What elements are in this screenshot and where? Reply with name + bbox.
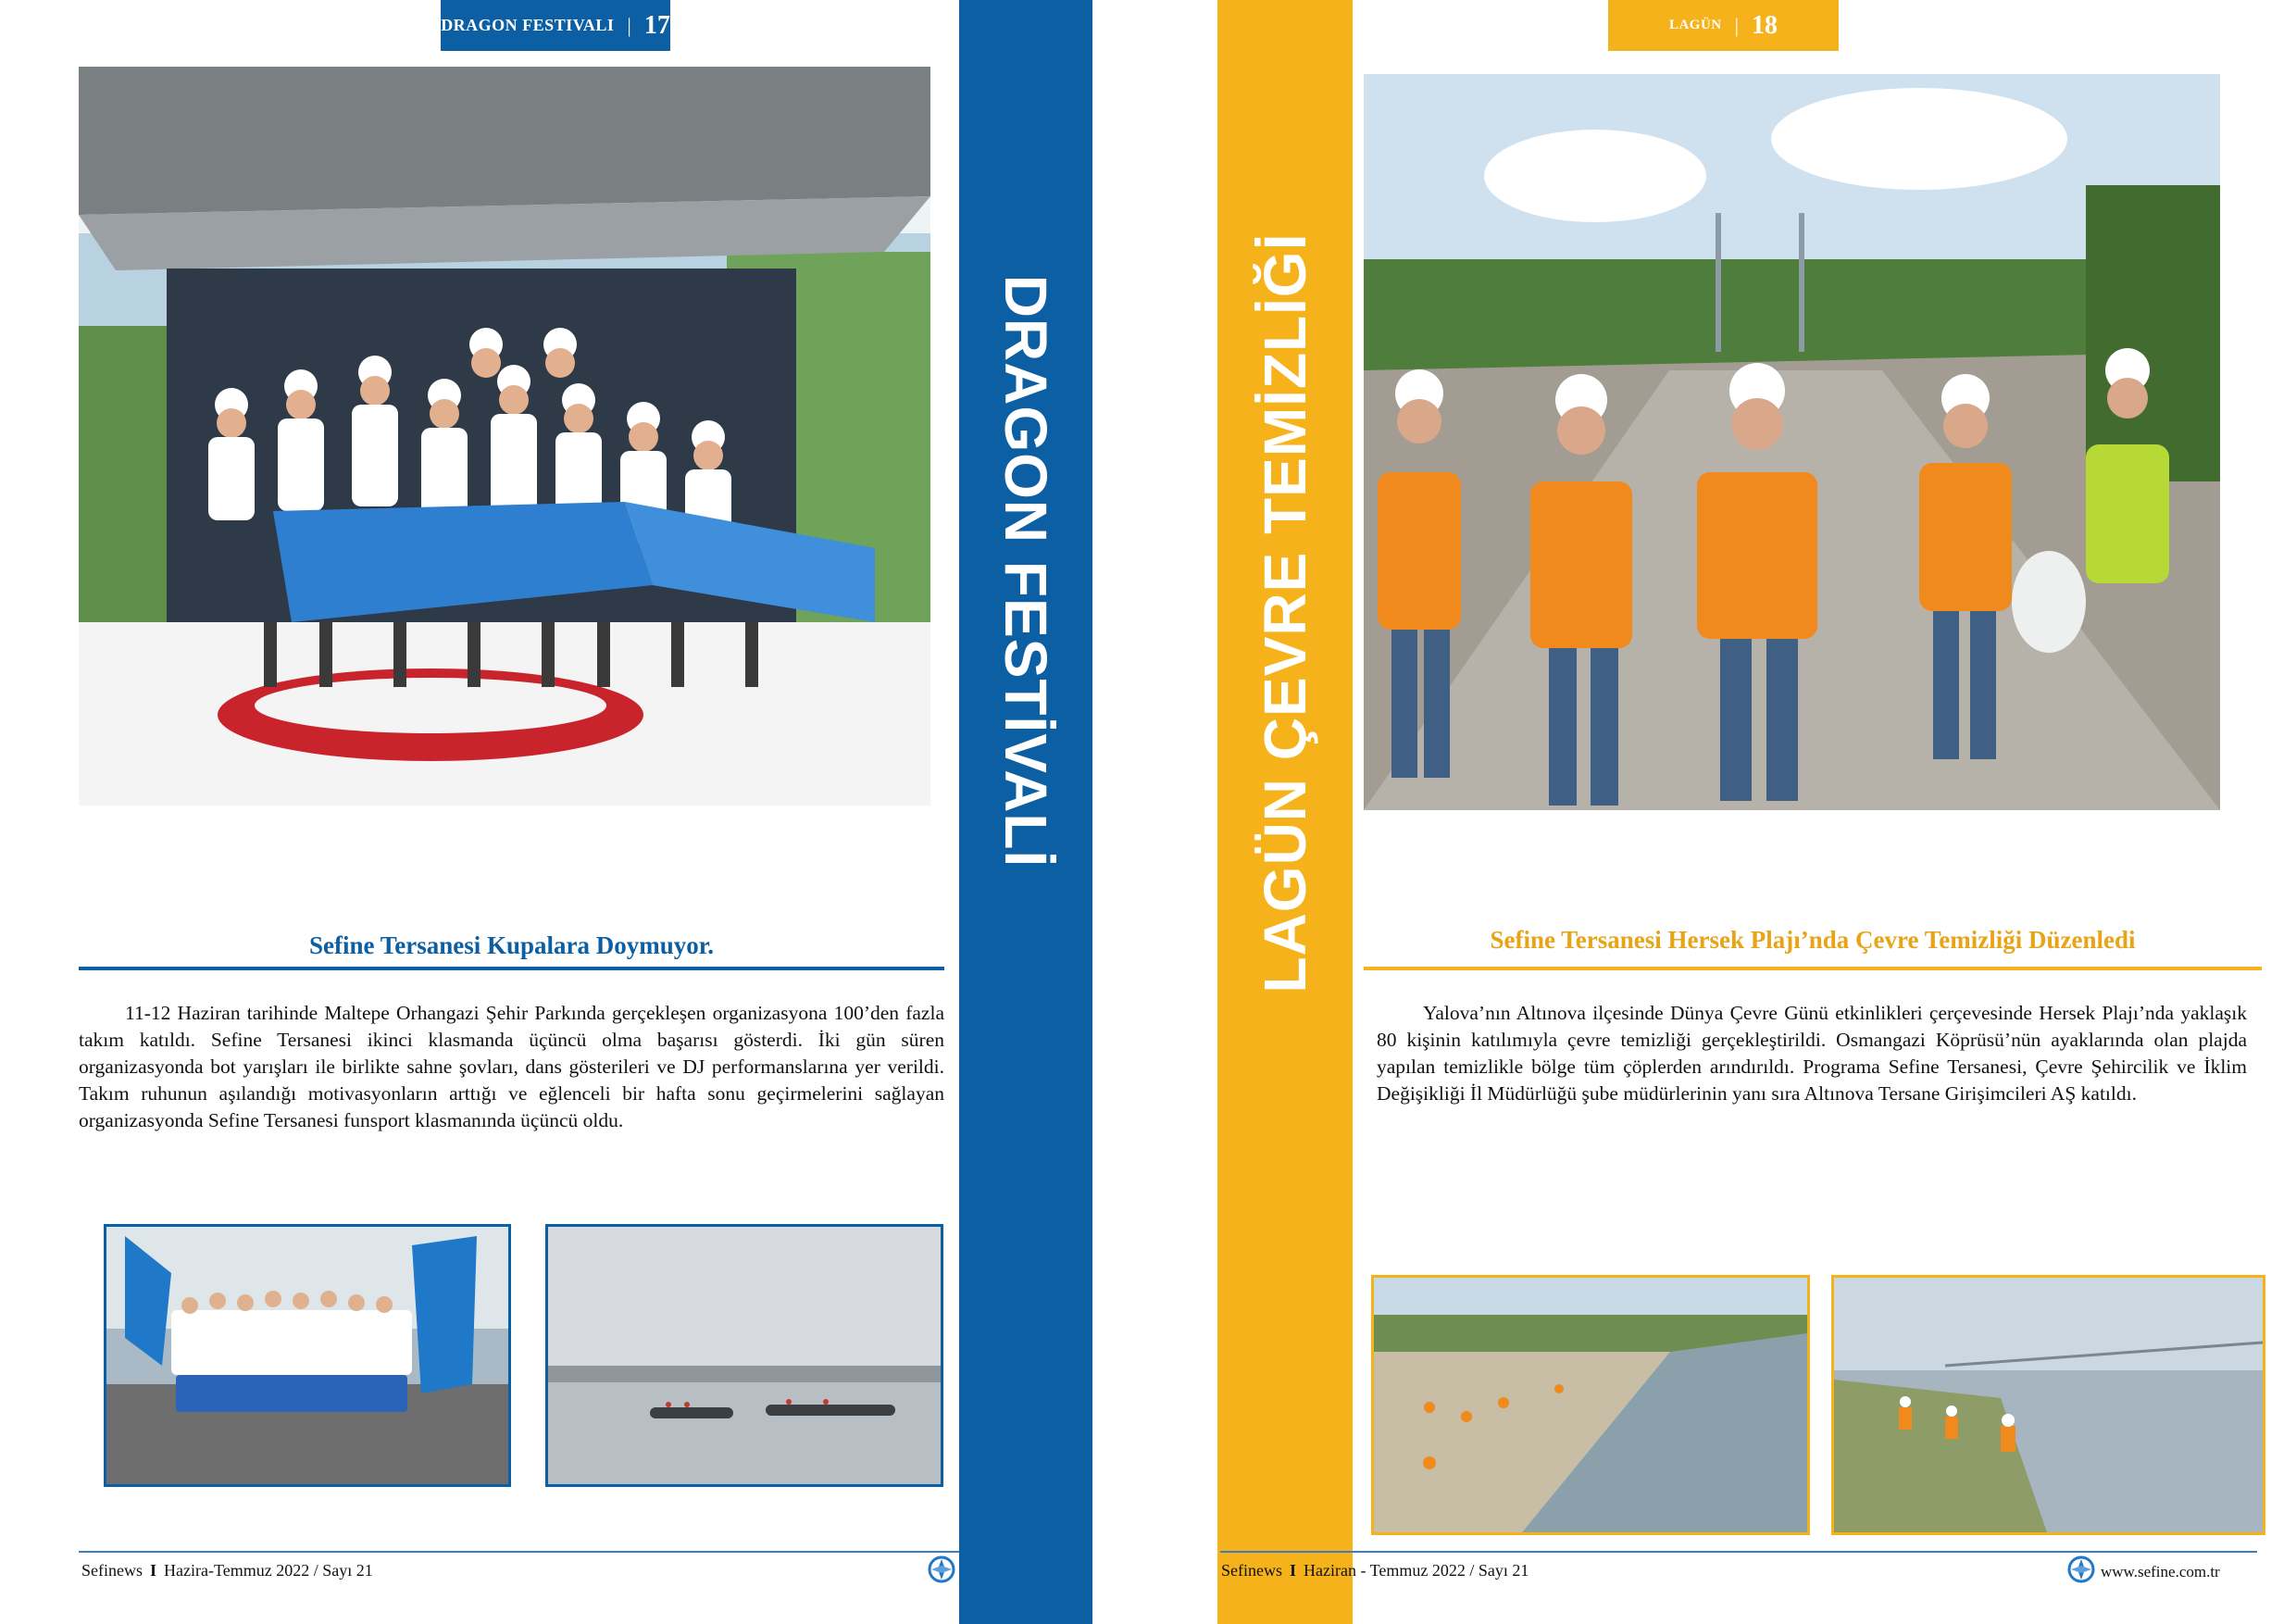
left-footer-issue: Hazira-Temmuz 2022 / Sayı 21 xyxy=(164,1561,373,1580)
right-page-tag xyxy=(1608,0,1839,51)
right-footer xyxy=(1221,1561,1529,1580)
team-photo-flags xyxy=(104,1224,511,1487)
right-vertical-title: LAGÜN ÇEVRE TEMİZLİĞİ xyxy=(1252,232,1318,993)
left-tag-section: DRAGON FESTIVALI xyxy=(441,16,615,34)
right-tag-section: LAGÜN xyxy=(1668,18,1722,32)
sefine-logo-icon xyxy=(2067,1555,2095,1588)
left-headline: Sefine Tersanesi Kupalara Doymuyor. xyxy=(308,931,715,959)
right-footer-divider: I xyxy=(1290,1561,1297,1580)
right-headline: Sefine Tersanesi Hersek Plajı’nda Çevre Temizliği Düzenledi xyxy=(1490,926,2136,954)
left-headline-rule xyxy=(79,967,944,970)
right-tag-divider: | xyxy=(1734,13,1740,37)
left-tag-divider: | xyxy=(627,13,631,37)
left-footer-divider: I xyxy=(150,1561,157,1580)
right-body-text: Yalova’nın Altınova ilçesinde Dünya Çevre Günü etkinlikleri çerçevesinde Hersek Plajı’nda yaklaşık 80 kişinin katılımıyla çevre temizliği gerçekleştirildi. Osmangazi Köprüsü’nün ayaklarında olan plajda yapılan temizlikle bölge tüm çöplerden arındırıldı. Programa Sefine Tersanesi, Çevre Şehircilik ve İklim Değişikliği İl Müdürlüğü şube müdürlerinin yanı sıra Altınova Tersane Girişimcileri AŞ katıldı. xyxy=(1377,1002,2247,1105)
right-footer-site[interactable] xyxy=(2067,1555,2220,1588)
main-photo-cleanup xyxy=(1364,74,2220,810)
shoreline-illustration xyxy=(1374,1278,1807,1532)
left-body-text: 11-12 Haziran tarihinde Maltepe Orhangazi Şehir Parkında gerçekleşen organizasyona 100’den fazla takım katıldı. Sefine Tersanesi ikinci klasmanda üçüncü olma başarısı gösterdi. İki gün süren organizasyonda bot yarışları ile birlikte sahne şovları, dans gösterileri ve DJ performanslarına yer verildi. Takım ruhunun aşılandığı motivasyonların arttığı ve eğlenceli bir hafta sonu geçirmelerini sağlayan organizasyonda Sefine Tersanesi funsport klasmanında üçüncü oldu. xyxy=(79,1002,944,1131)
left-page xyxy=(0,0,1098,1624)
left-tag-page-number: 17 xyxy=(643,10,670,40)
stage-photo-illustration xyxy=(79,67,930,806)
main-photo-stage xyxy=(79,67,930,806)
left-footer-magazine: Sefinews xyxy=(81,1561,143,1580)
right-title-band xyxy=(1217,0,1353,1624)
cleanup-photo-illustration xyxy=(1364,74,2220,810)
left-footer xyxy=(81,1561,373,1580)
dragon-boats-photo xyxy=(545,1224,943,1487)
right-headline-rule xyxy=(1364,967,2262,970)
spine-gutter xyxy=(1092,0,1217,1624)
shore-bridge-illustration xyxy=(1834,1278,2263,1532)
left-footer-rule xyxy=(79,1551,1097,1553)
sefine-logo-icon xyxy=(928,1555,955,1588)
right-footer-rule xyxy=(1220,1551,2257,1553)
shore-photo-bridge xyxy=(1831,1275,2265,1535)
left-title-band xyxy=(959,0,1092,1624)
right-footer-issue: Haziran - Temmuz 2022 / Sayı 21 xyxy=(1304,1561,1529,1580)
right-footer-magazine: Sefinews xyxy=(1221,1561,1282,1580)
beach-photo-shoreline xyxy=(1371,1275,1810,1535)
left-vertical-title: DRAGON FESTİVALİ xyxy=(992,274,1059,868)
boats-illustration xyxy=(548,1227,941,1484)
right-tag-page-number: 18 xyxy=(1752,10,1778,40)
left-page-tag xyxy=(441,0,670,51)
team-flags-illustration xyxy=(106,1227,508,1484)
right-footer-url[interactable]: www.sefine.com.tr xyxy=(2101,1562,2220,1580)
